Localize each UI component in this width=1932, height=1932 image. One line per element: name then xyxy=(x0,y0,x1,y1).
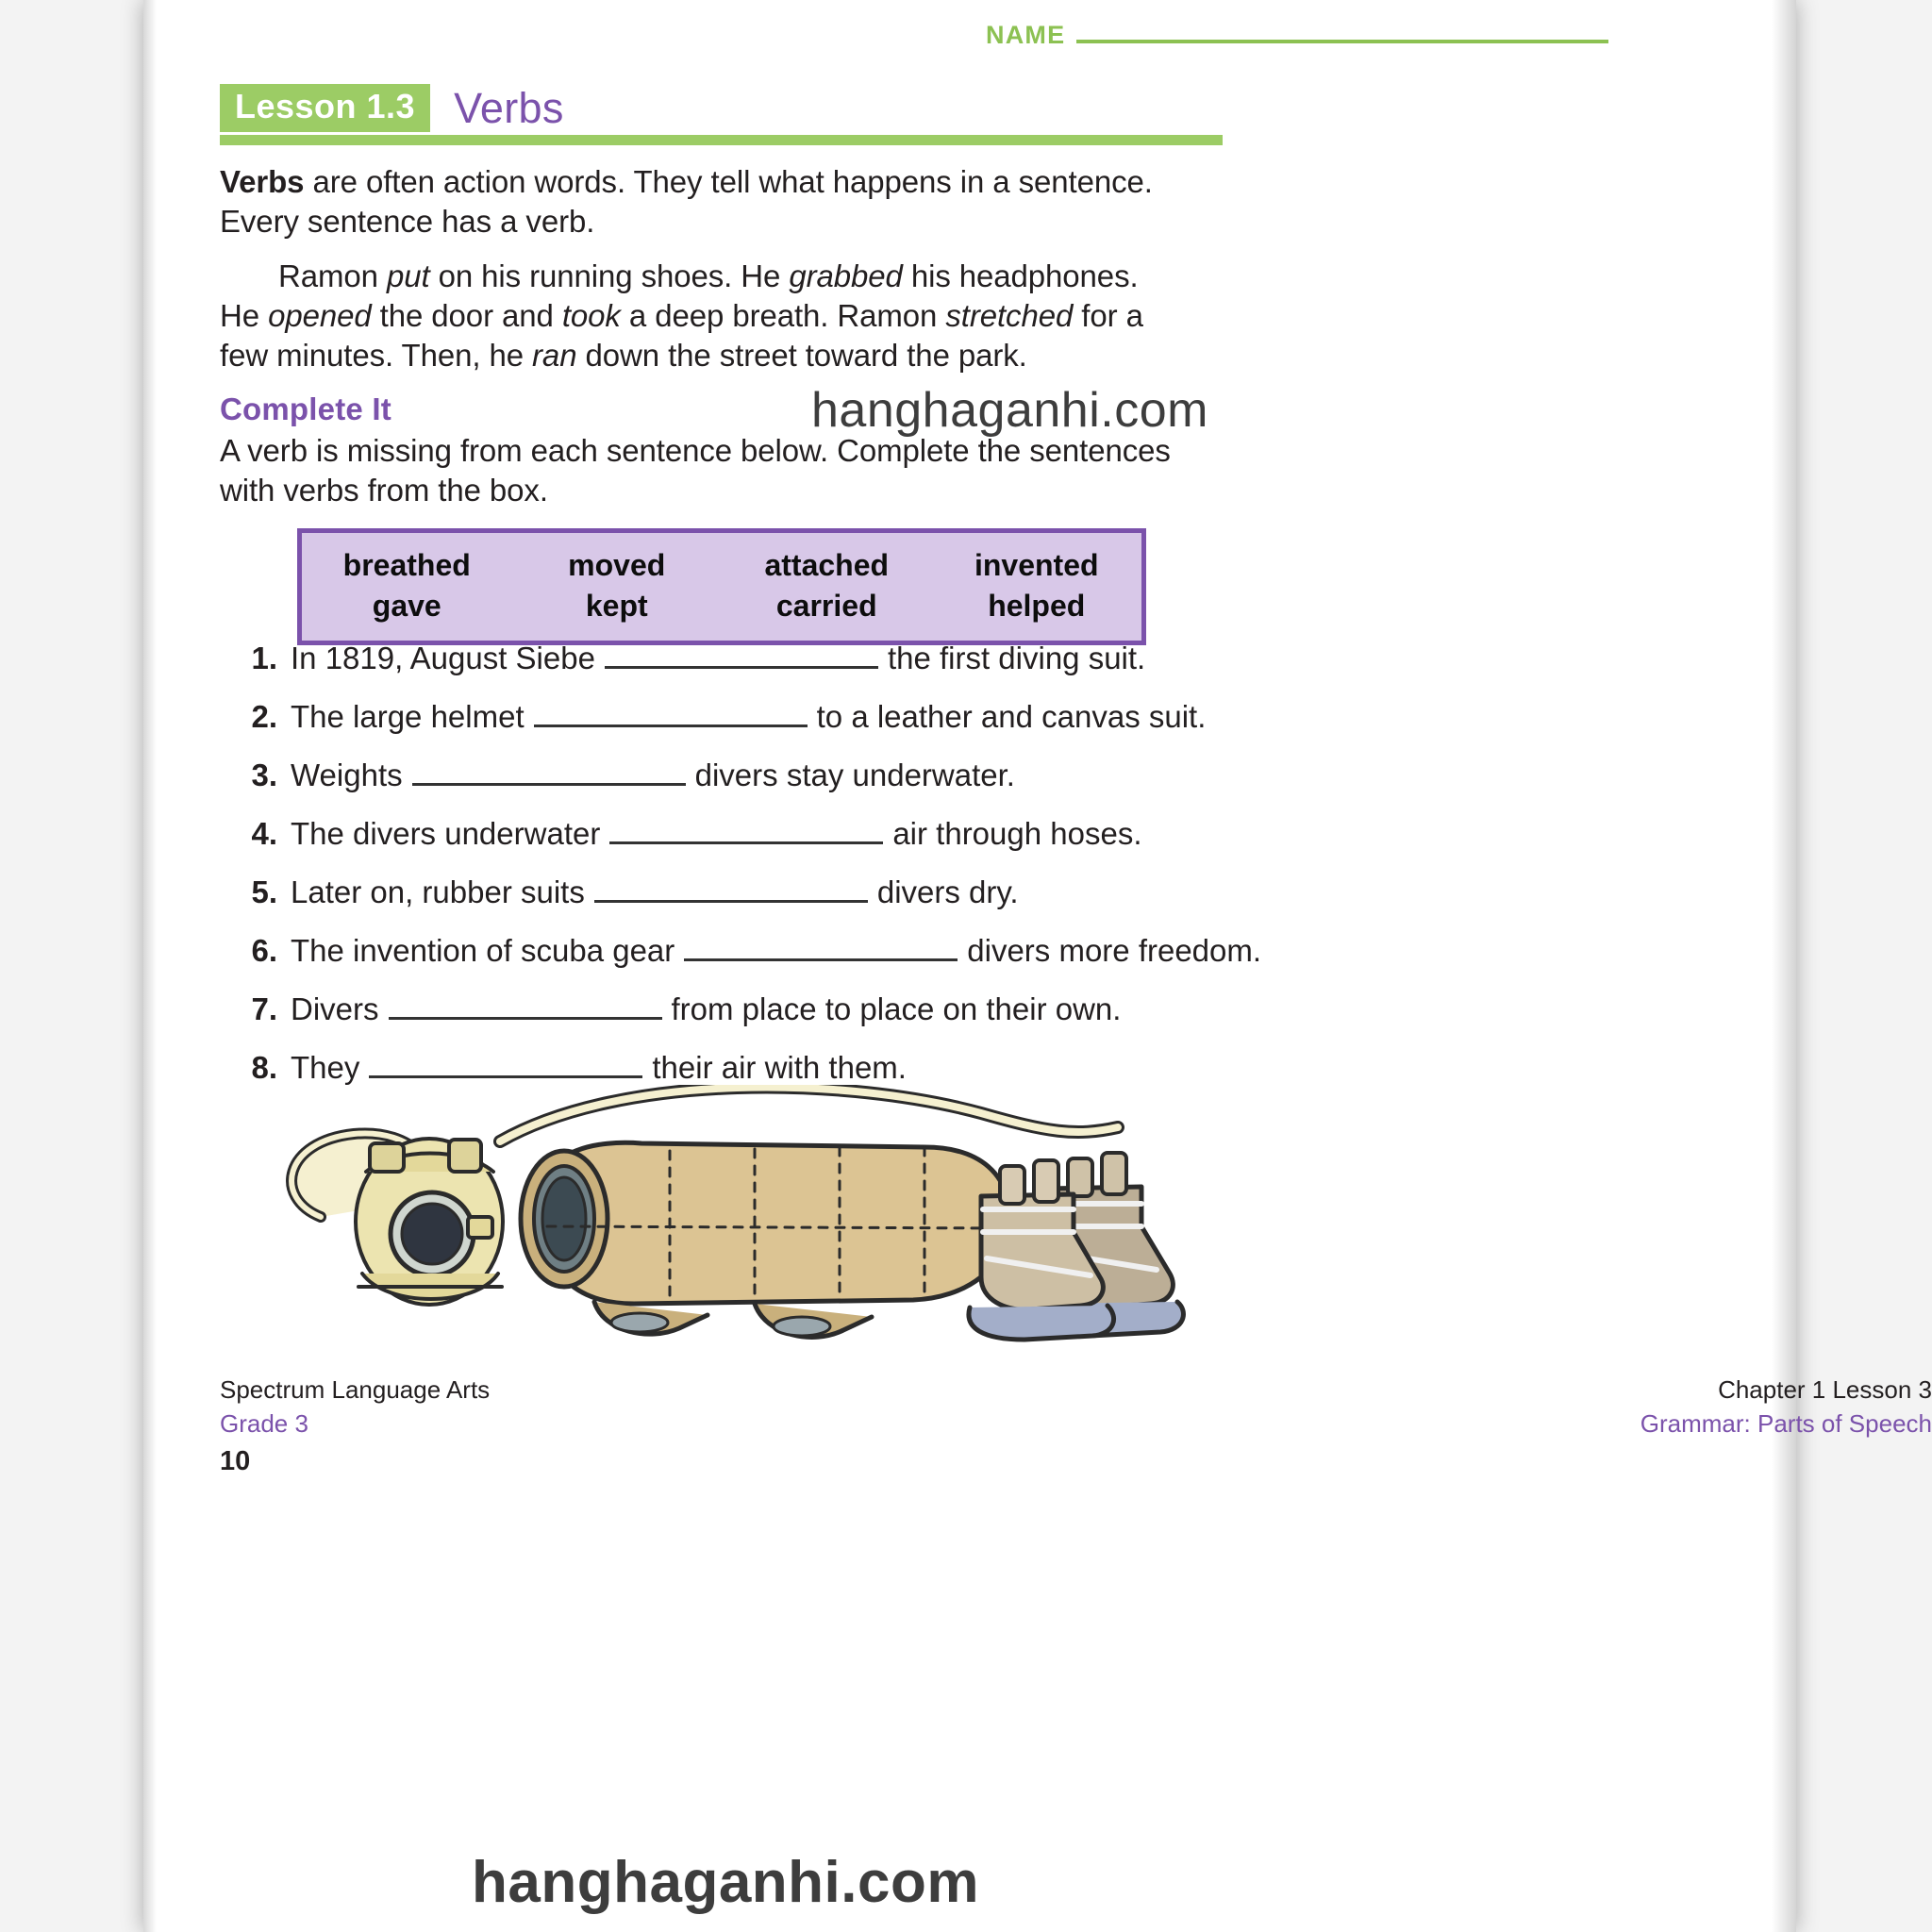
question-text xyxy=(291,1046,907,1090)
question-item xyxy=(238,988,1238,1031)
question-item xyxy=(238,929,1262,973)
example-text: his headphones. He xyxy=(220,258,1139,333)
answer-blank[interactable] xyxy=(684,930,958,961)
question-text-after: the first diving suit. xyxy=(887,641,1146,675)
question-number: 7. xyxy=(251,991,277,1026)
answer-blank[interactable] xyxy=(534,696,808,727)
question-number: 2. xyxy=(251,699,277,734)
example-verb: opened xyxy=(268,298,372,333)
lesson-title: Verbs xyxy=(454,84,564,132)
footer-grade: Grade 3 xyxy=(220,1409,308,1438)
answer-blank[interactable] xyxy=(369,1047,642,1078)
word-bank-word[interactable]: attached xyxy=(764,548,890,582)
question-text-before: In 1819, August Siebe xyxy=(291,641,595,675)
lesson-number-tag: Lesson 1.3 xyxy=(220,84,430,132)
lesson-heading xyxy=(220,84,564,132)
example-verb: stretched xyxy=(945,298,1074,333)
word-bank-word[interactable]: helped xyxy=(988,589,1086,623)
question-text-before: Divers xyxy=(291,991,379,1026)
question-list xyxy=(238,637,1262,1105)
question-text-after: from place to place on their own. xyxy=(671,991,1122,1026)
question-text-before: They xyxy=(291,1050,360,1085)
question-text-after: their air with them. xyxy=(652,1050,907,1085)
question-number: 6. xyxy=(251,933,277,968)
watermark-bottom: hanghaganhi.com xyxy=(472,1850,979,1915)
question-text-after: divers dry. xyxy=(876,874,1019,909)
word-bank-word[interactable]: moved xyxy=(568,548,666,582)
word-bank-word[interactable]: kept xyxy=(585,589,648,623)
activity-heading: Complete It xyxy=(220,391,391,426)
question-text xyxy=(291,871,1019,914)
diving-equipment-illustration xyxy=(264,1085,1208,1358)
question-number: 3. xyxy=(251,758,277,792)
question-text-after: to a leather and canvas suit. xyxy=(816,699,1207,734)
example-verb: put xyxy=(386,258,430,293)
footer-topic: Grammar: Parts of Speech xyxy=(1640,1409,1932,1438)
question-text-after: air through hoses. xyxy=(892,816,1142,851)
question-item xyxy=(238,871,1238,914)
answer-blank[interactable] xyxy=(412,755,686,786)
question-number: 5. xyxy=(251,874,277,909)
footer-chapter-lesson: Chapter 1 Lesson 3 xyxy=(1718,1375,1932,1404)
footer-book-title: Spectrum Language Arts xyxy=(220,1375,491,1404)
name-label: NAME xyxy=(986,21,1066,49)
answer-blank[interactable] xyxy=(594,872,868,903)
page-number: 10 xyxy=(220,1446,251,1476)
example-verb: took xyxy=(561,298,621,333)
answer-blank[interactable] xyxy=(605,638,878,669)
question-text-before: Weights xyxy=(291,758,403,792)
question-item xyxy=(238,812,1238,856)
word-bank-row-2 xyxy=(302,586,1141,626)
intro-body: are often action words. They tell what happens in a sentence. Every sentence has a verb. xyxy=(220,164,1153,239)
question-text xyxy=(291,637,1145,680)
question-number: 1. xyxy=(251,641,277,675)
question-text xyxy=(291,988,1121,1031)
answer-blank[interactable] xyxy=(609,813,883,844)
example-text: for a few minutes. Then, he xyxy=(220,298,1143,373)
question-text-after: divers more freedom. xyxy=(967,933,1262,968)
question-item xyxy=(238,754,1238,797)
answer-blank[interactable] xyxy=(389,989,662,1020)
name-field-row xyxy=(986,21,1608,50)
watermark-top: hanghaganhi.com xyxy=(811,383,1208,438)
intro-bold-lead: Verbs xyxy=(220,164,305,199)
question-text xyxy=(291,812,1142,856)
question-text-before: The divers underwater xyxy=(291,816,601,851)
question-text xyxy=(291,695,1206,739)
example-text: Ramon xyxy=(278,258,387,293)
question-item xyxy=(238,1046,1238,1090)
word-bank-word[interactable]: carried xyxy=(775,589,877,623)
word-bank-row-1 xyxy=(302,545,1141,586)
word-bank-word[interactable]: gave xyxy=(372,589,441,623)
footer-right xyxy=(706,1373,1932,1441)
question-text-before: Later on, rubber suits xyxy=(291,874,585,909)
question-text-before: The invention of scuba gear xyxy=(291,933,675,968)
example-paragraph xyxy=(220,257,1173,375)
header-divider-rule xyxy=(220,135,1223,145)
example-verb: ran xyxy=(532,338,577,373)
footer-left xyxy=(220,1373,490,1441)
question-text xyxy=(291,929,1261,973)
name-write-line[interactable] xyxy=(1076,40,1608,43)
question-number: 8. xyxy=(251,1050,277,1085)
intro-paragraph xyxy=(220,162,1229,242)
question-text-before: The large helmet xyxy=(291,699,525,734)
question-text xyxy=(291,754,1015,797)
question-item xyxy=(238,637,1238,680)
question-item xyxy=(238,695,1238,739)
example-text: the door and xyxy=(371,298,562,333)
example-text: down the street toward the park. xyxy=(576,338,1027,373)
activity-directions: A verb is missing from each sentence below. Complete the sentences with verbs from the box. xyxy=(220,433,1171,508)
question-text-after: divers stay underwater. xyxy=(694,758,1015,792)
example-text: on his running shoes. He xyxy=(429,258,790,293)
word-bank-word[interactable]: invented xyxy=(974,548,1099,582)
question-number: 4. xyxy=(251,816,277,851)
example-verb: grabbed xyxy=(789,258,903,293)
word-bank-word[interactable]: breathed xyxy=(342,548,471,582)
word-bank-box xyxy=(297,528,1146,645)
example-text: a deep breath. Ramon xyxy=(620,298,946,333)
